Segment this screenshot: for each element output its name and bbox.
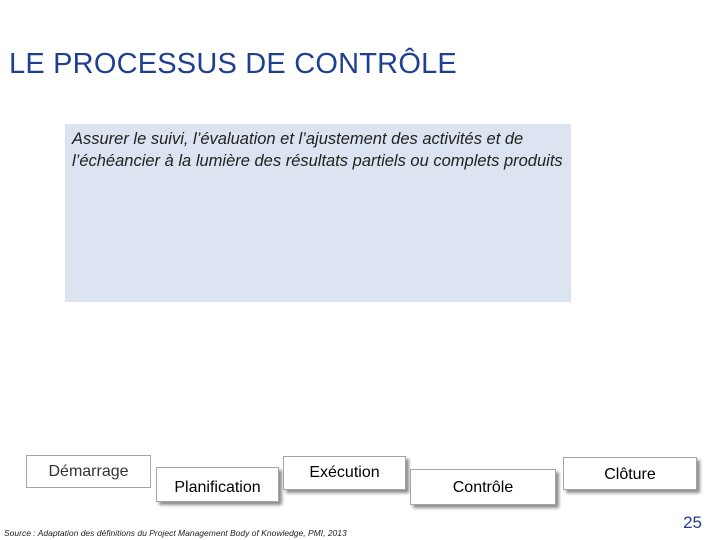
description-box (65, 124, 571, 302)
description-text: Assurer le suivi, l’évaluation et l’ajustement des activités et de l’échéancier à la lumière des résultats partiels ou complets produits (72, 130, 563, 170)
stage-execution: Exécution (283, 456, 406, 490)
stage-planification: Planification (156, 467, 279, 502)
page-number: 25 (683, 513, 702, 532)
stage-controle: Contrôle (410, 469, 556, 505)
stage-cloture: Clôture (563, 457, 697, 490)
stage-demarrage: Démarrage (26, 455, 151, 488)
source-note: Source : Adaptation des définitions du Project Management Body of Knowledge, PMI, 2013 (4, 528, 347, 538)
slide-title: LE PROCESSUS DE CONTRÔLE (9, 48, 457, 80)
